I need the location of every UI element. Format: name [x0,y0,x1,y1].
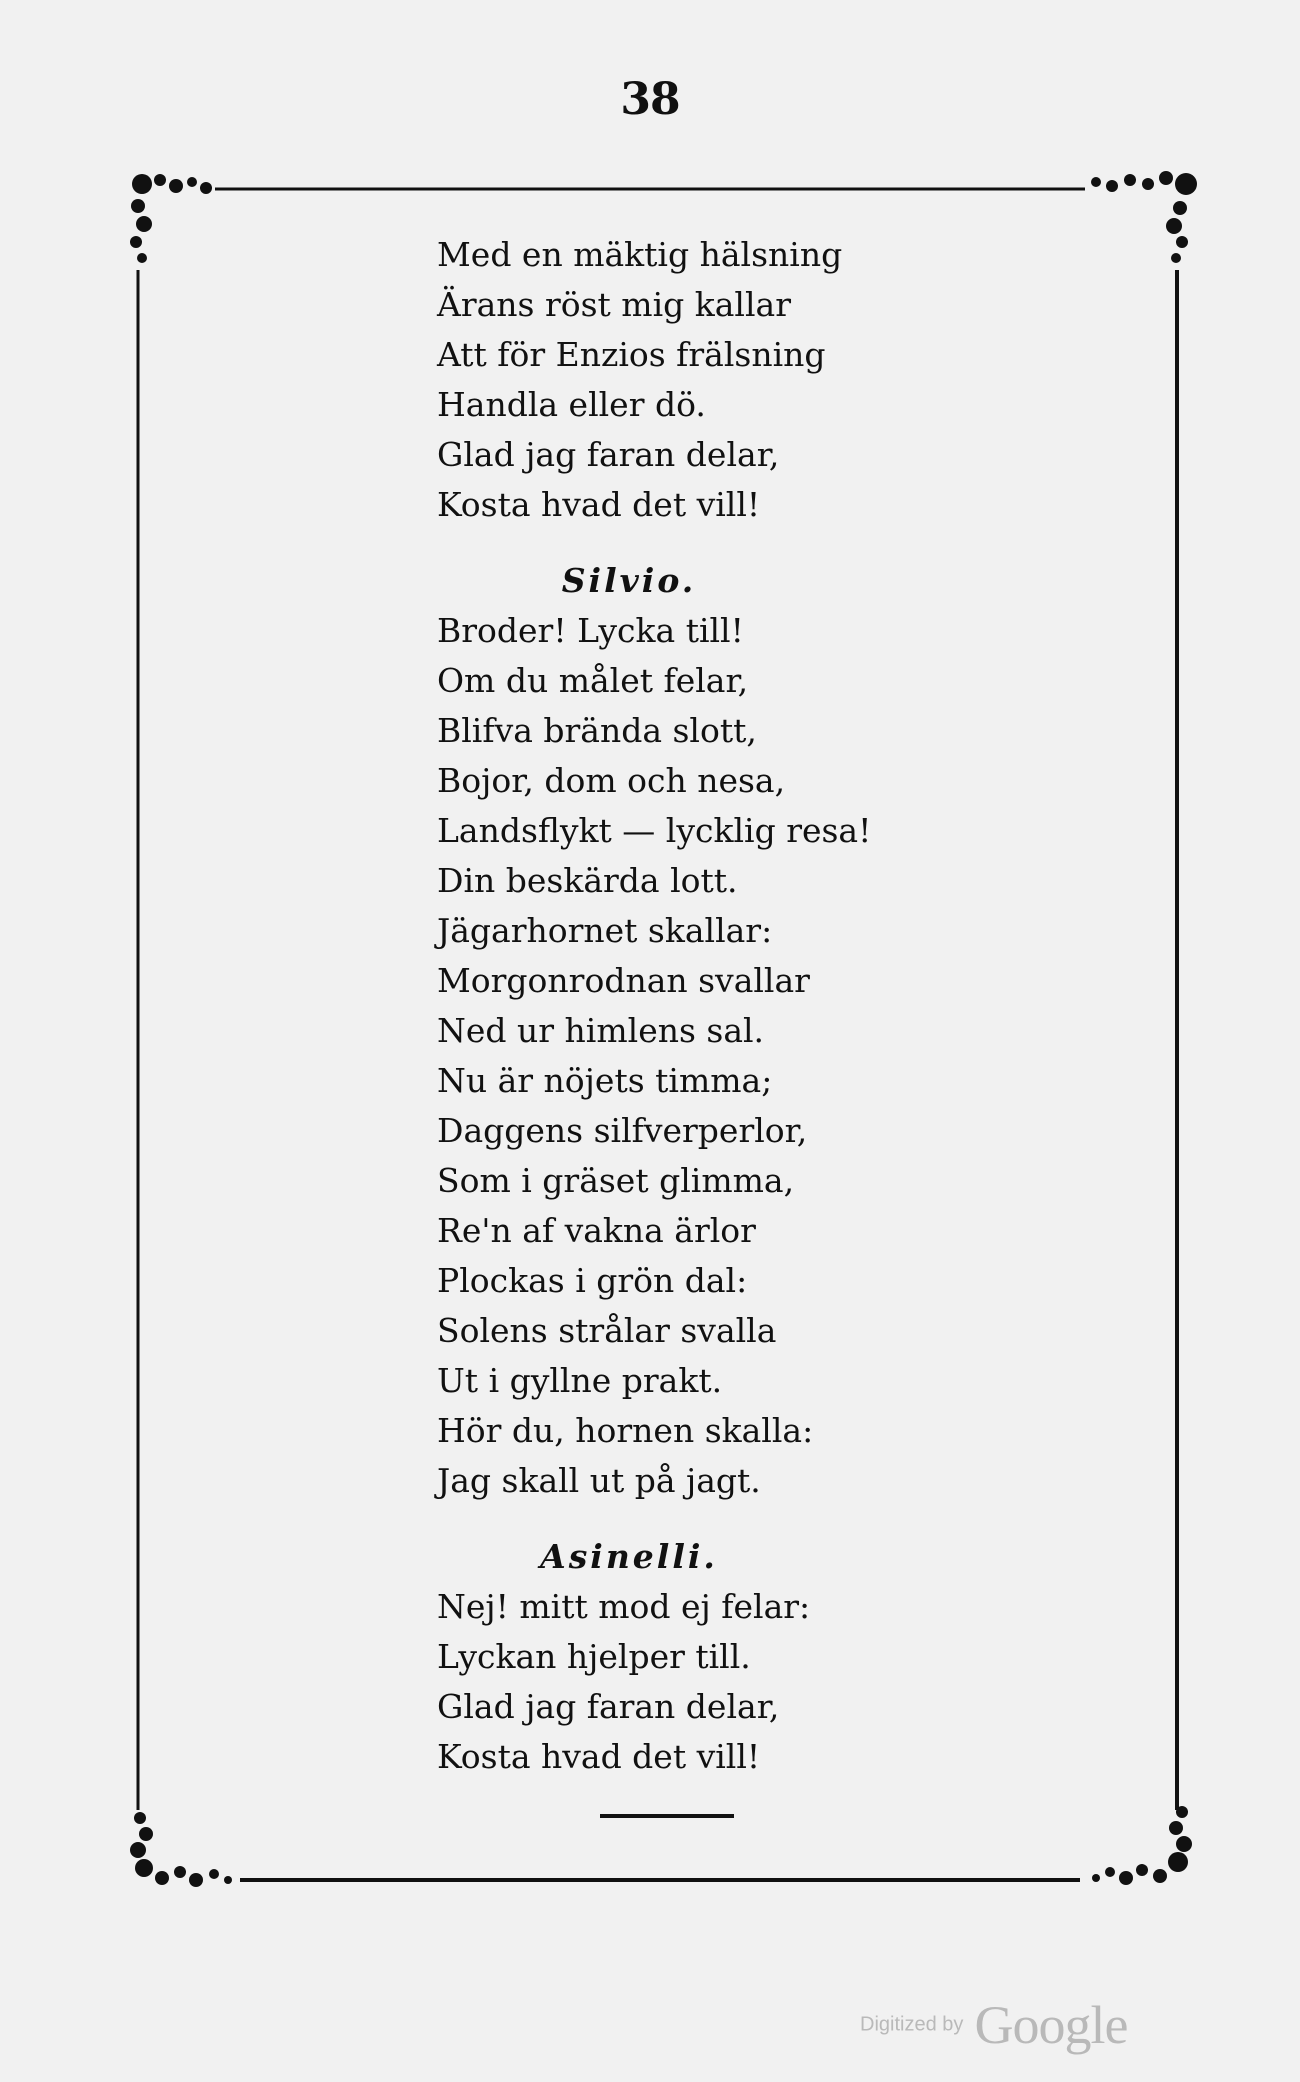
speaker-heading: Silvio. [561,561,697,600]
verse-line: Re'n af vakna ärlor [437,1211,756,1250]
verse-line: Nu är nöjets timma; [437,1061,773,1100]
corner-ornament-bottom-right [1092,1806,1192,1885]
verse-line: Handla eller dö. [437,385,706,424]
stanza-gap [437,530,877,556]
stanza-gap [437,1506,877,1532]
google-logo: Google [974,1995,1128,2055]
corner-ornament-bottom-left [130,1812,232,1887]
verse-line: Kosta hvad det vill! [437,485,761,524]
stanza-1 [437,230,877,530]
verse-line: Landsflykt — lycklig resa! [437,811,872,850]
verse-line: Kosta hvad det vill! [437,1737,761,1776]
verse-line: Som i gräset glimma, [437,1161,795,1200]
verse-line: Ärans röst mig kallar [437,285,791,324]
stanza-3 [437,1532,877,1782]
speaker-heading: Asinelli. [540,1537,718,1576]
verse-line: Om du målet felar, [437,661,749,700]
verse-line: Att för Enzios frälsning [437,335,826,374]
verse-line: Morgonrodnan svallar [437,961,810,1000]
verse-line: Glad jag faran delar, [437,435,780,474]
digitized-by-label: Digitized by [860,2013,964,2036]
verse-line: Daggens silfverperlor, [437,1111,808,1150]
verse-line: Broder! Lycka till! [437,611,744,650]
corner-ornament-top-left [130,174,212,263]
verse-line: Jägarhornet skallar: [437,911,773,950]
verse-line: Jag skall ut på jagt. [437,1461,761,1500]
verse-line: Solens strålar svalla [437,1311,777,1350]
verse-line: Plockas i grön dal: [437,1261,748,1300]
page-number: 38 [620,74,680,125]
digitized-by-watermark [860,1994,1127,2054]
verse-line: Nej! mitt mod ej felar: [437,1587,811,1626]
verse-line: Bojor, dom och nesa, [437,761,786,800]
poem-text [437,230,877,1782]
verse-line: Blifva brända slott, [437,711,757,750]
verse-line: Lyckan hjelper till. [437,1637,751,1676]
verse-line: Hör du, hornen skalla: [437,1411,814,1450]
stanza-2 [437,556,877,1506]
end-rule [600,1814,734,1818]
verse-line: Din beskärda lott. [437,861,738,900]
verse-line: Med en mäktig hälsning [437,235,843,274]
verse-line: Glad jag faran delar, [437,1687,780,1726]
corner-ornament-top-right [1091,171,1197,263]
verse-line: Ned ur himlens sal. [437,1011,765,1050]
verse-line: Ut i gyllne prakt. [437,1361,723,1400]
